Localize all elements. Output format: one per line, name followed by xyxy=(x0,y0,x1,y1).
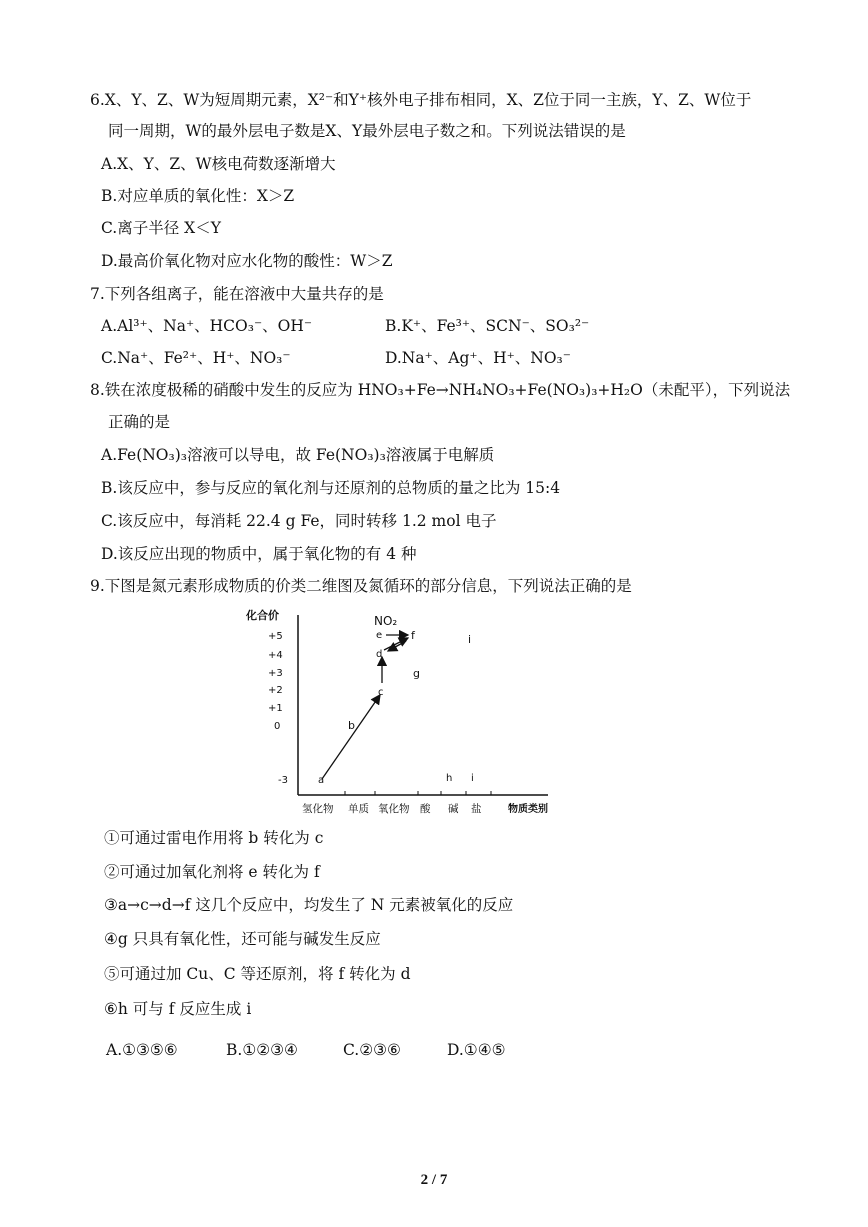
ytick-plus1: +1 xyxy=(268,703,283,714)
no2-annotation: NO₂ xyxy=(374,614,398,628)
q9-stem: 9.下图是氮元素形成物质的价类二维图及氮循环的部分信息，下列说法正确的是 xyxy=(90,577,632,595)
q9-statement-2: ②可通过加氧化剂将 e 转化为 f xyxy=(104,863,320,881)
q9-statement-6: ⑥h 可与 f 反应生成 i xyxy=(104,1000,252,1018)
arrow-d-to-f xyxy=(384,638,408,650)
q6-option-b: B.对应单质的氧化性：X＞Z xyxy=(101,187,295,205)
point-i-bottom: i xyxy=(471,773,474,784)
q7-stem: 7.下列各组离子，能在溶液中大量共存的是 xyxy=(90,285,384,303)
q6-stem-line2: 同一周期，W的最外层电子数是X、Y最外层电子数之和。下列说法错误的是 xyxy=(108,122,626,140)
q9-statement-4: ④g 只具有氧化性，还可能与碱发生反应 xyxy=(104,930,381,948)
point-h: h xyxy=(446,773,453,784)
q9-option-d: D.①④⑤ xyxy=(447,1041,506,1059)
point-c: c xyxy=(378,687,384,698)
y-axis-label: 化合价 xyxy=(246,609,279,622)
q8-option-d: D.该反应出现的物质中，属于氧化物的有 4 种 xyxy=(101,545,417,563)
xtick-oxide: 氧化物 xyxy=(378,803,410,815)
point-i-top: i xyxy=(468,633,472,646)
q8-stem-line2: 正确的是 xyxy=(108,413,171,431)
xtick-hydride: 氢化物 xyxy=(302,803,334,815)
ytick-plus2: +2 xyxy=(268,685,283,696)
ytick-minus3: -3 xyxy=(278,775,288,786)
q7-option-c: C.Na⁺、Fe²⁺、H⁺、NO₃⁻ xyxy=(101,349,291,367)
x-axis-label: 物质类别 xyxy=(508,804,548,815)
point-e: e xyxy=(376,630,383,641)
q9-option-c: C.②③⑥ xyxy=(343,1041,401,1059)
point-g: g xyxy=(413,667,420,680)
q9-statement-5: ⑤可通过加 Cu、C 等还原剂，将 f 转化为 d xyxy=(104,965,411,983)
q8-stem-line1: 8.铁在浓度极稀的硝酸中发生的反应为 HNO₃+Fe→NH₄NO₃+Fe(NO₃)₃+H₂O（未配平），下列说法 xyxy=(90,381,791,399)
q9-option-b: B.①②③④ xyxy=(226,1041,298,1059)
q7-option-a: A.Al³⁺、Na⁺、HCO₃⁻、OH⁻ xyxy=(101,317,313,335)
xtick-base: 碱 xyxy=(448,803,459,815)
q8-option-a: A.Fe(NO₃)₃溶液可以导电，故 Fe(NO₃)₃溶液属于电解质 xyxy=(101,446,495,464)
q7-option-b: B.K⁺、Fe³⁺、SCN⁻、SO₃²⁻ xyxy=(385,317,590,335)
q9-option-a: A.①③⑤⑥ xyxy=(106,1041,178,1059)
q9-statement-1: ①可通过雷电作用将 b 转化为 c xyxy=(104,829,324,847)
ytick-zero: 0 xyxy=(274,721,281,732)
page-number: 2 / 7 xyxy=(420,1172,448,1188)
q9-statement-3: ③a→c→d→f 这几个反应中，均发生了 N 元素被氧化的反应 xyxy=(104,896,514,914)
ytick-plus4: +4 xyxy=(268,650,283,661)
ytick-plus3: +3 xyxy=(268,668,283,679)
q6-option-d: D.最高价氧化物对应水化物的酸性：W＞Z xyxy=(101,252,393,270)
point-f: f xyxy=(411,629,415,642)
arrow-a-to-c xyxy=(322,695,380,779)
q6-option-a: A.X、Y、Z、W核电荷数逐渐增大 xyxy=(101,155,336,173)
q6-stem-line1: 6.X、Y、Z、W为短周期元素，X²⁻和Y⁺核外电子排布相同，X、Z位于同一主族，Y、Z、W位于 xyxy=(90,91,752,109)
nitrogen-valence-class-diagram xyxy=(238,605,568,820)
xtick-acid: 酸 xyxy=(420,803,431,815)
q6-option-c: C.离子半径 X＜Y xyxy=(101,219,221,237)
point-a: a xyxy=(318,775,325,786)
q8-option-b: B.该反应中，参与反应的氧化剂与还原剂的总物质的量之比为 15:4 xyxy=(101,479,561,497)
point-d: d xyxy=(376,649,383,660)
point-b: b xyxy=(348,719,355,732)
q7-option-d: D.Na⁺、Ag⁺、H⁺、NO₃⁻ xyxy=(385,349,571,367)
xtick-element: 单质 xyxy=(348,803,369,815)
xtick-salt: 盐 xyxy=(471,803,482,815)
ytick-plus5: +5 xyxy=(268,631,283,642)
q8-option-c: C.该反应中，每消耗 22.4 g Fe，同时转移 1.2 mol 电子 xyxy=(101,512,497,530)
